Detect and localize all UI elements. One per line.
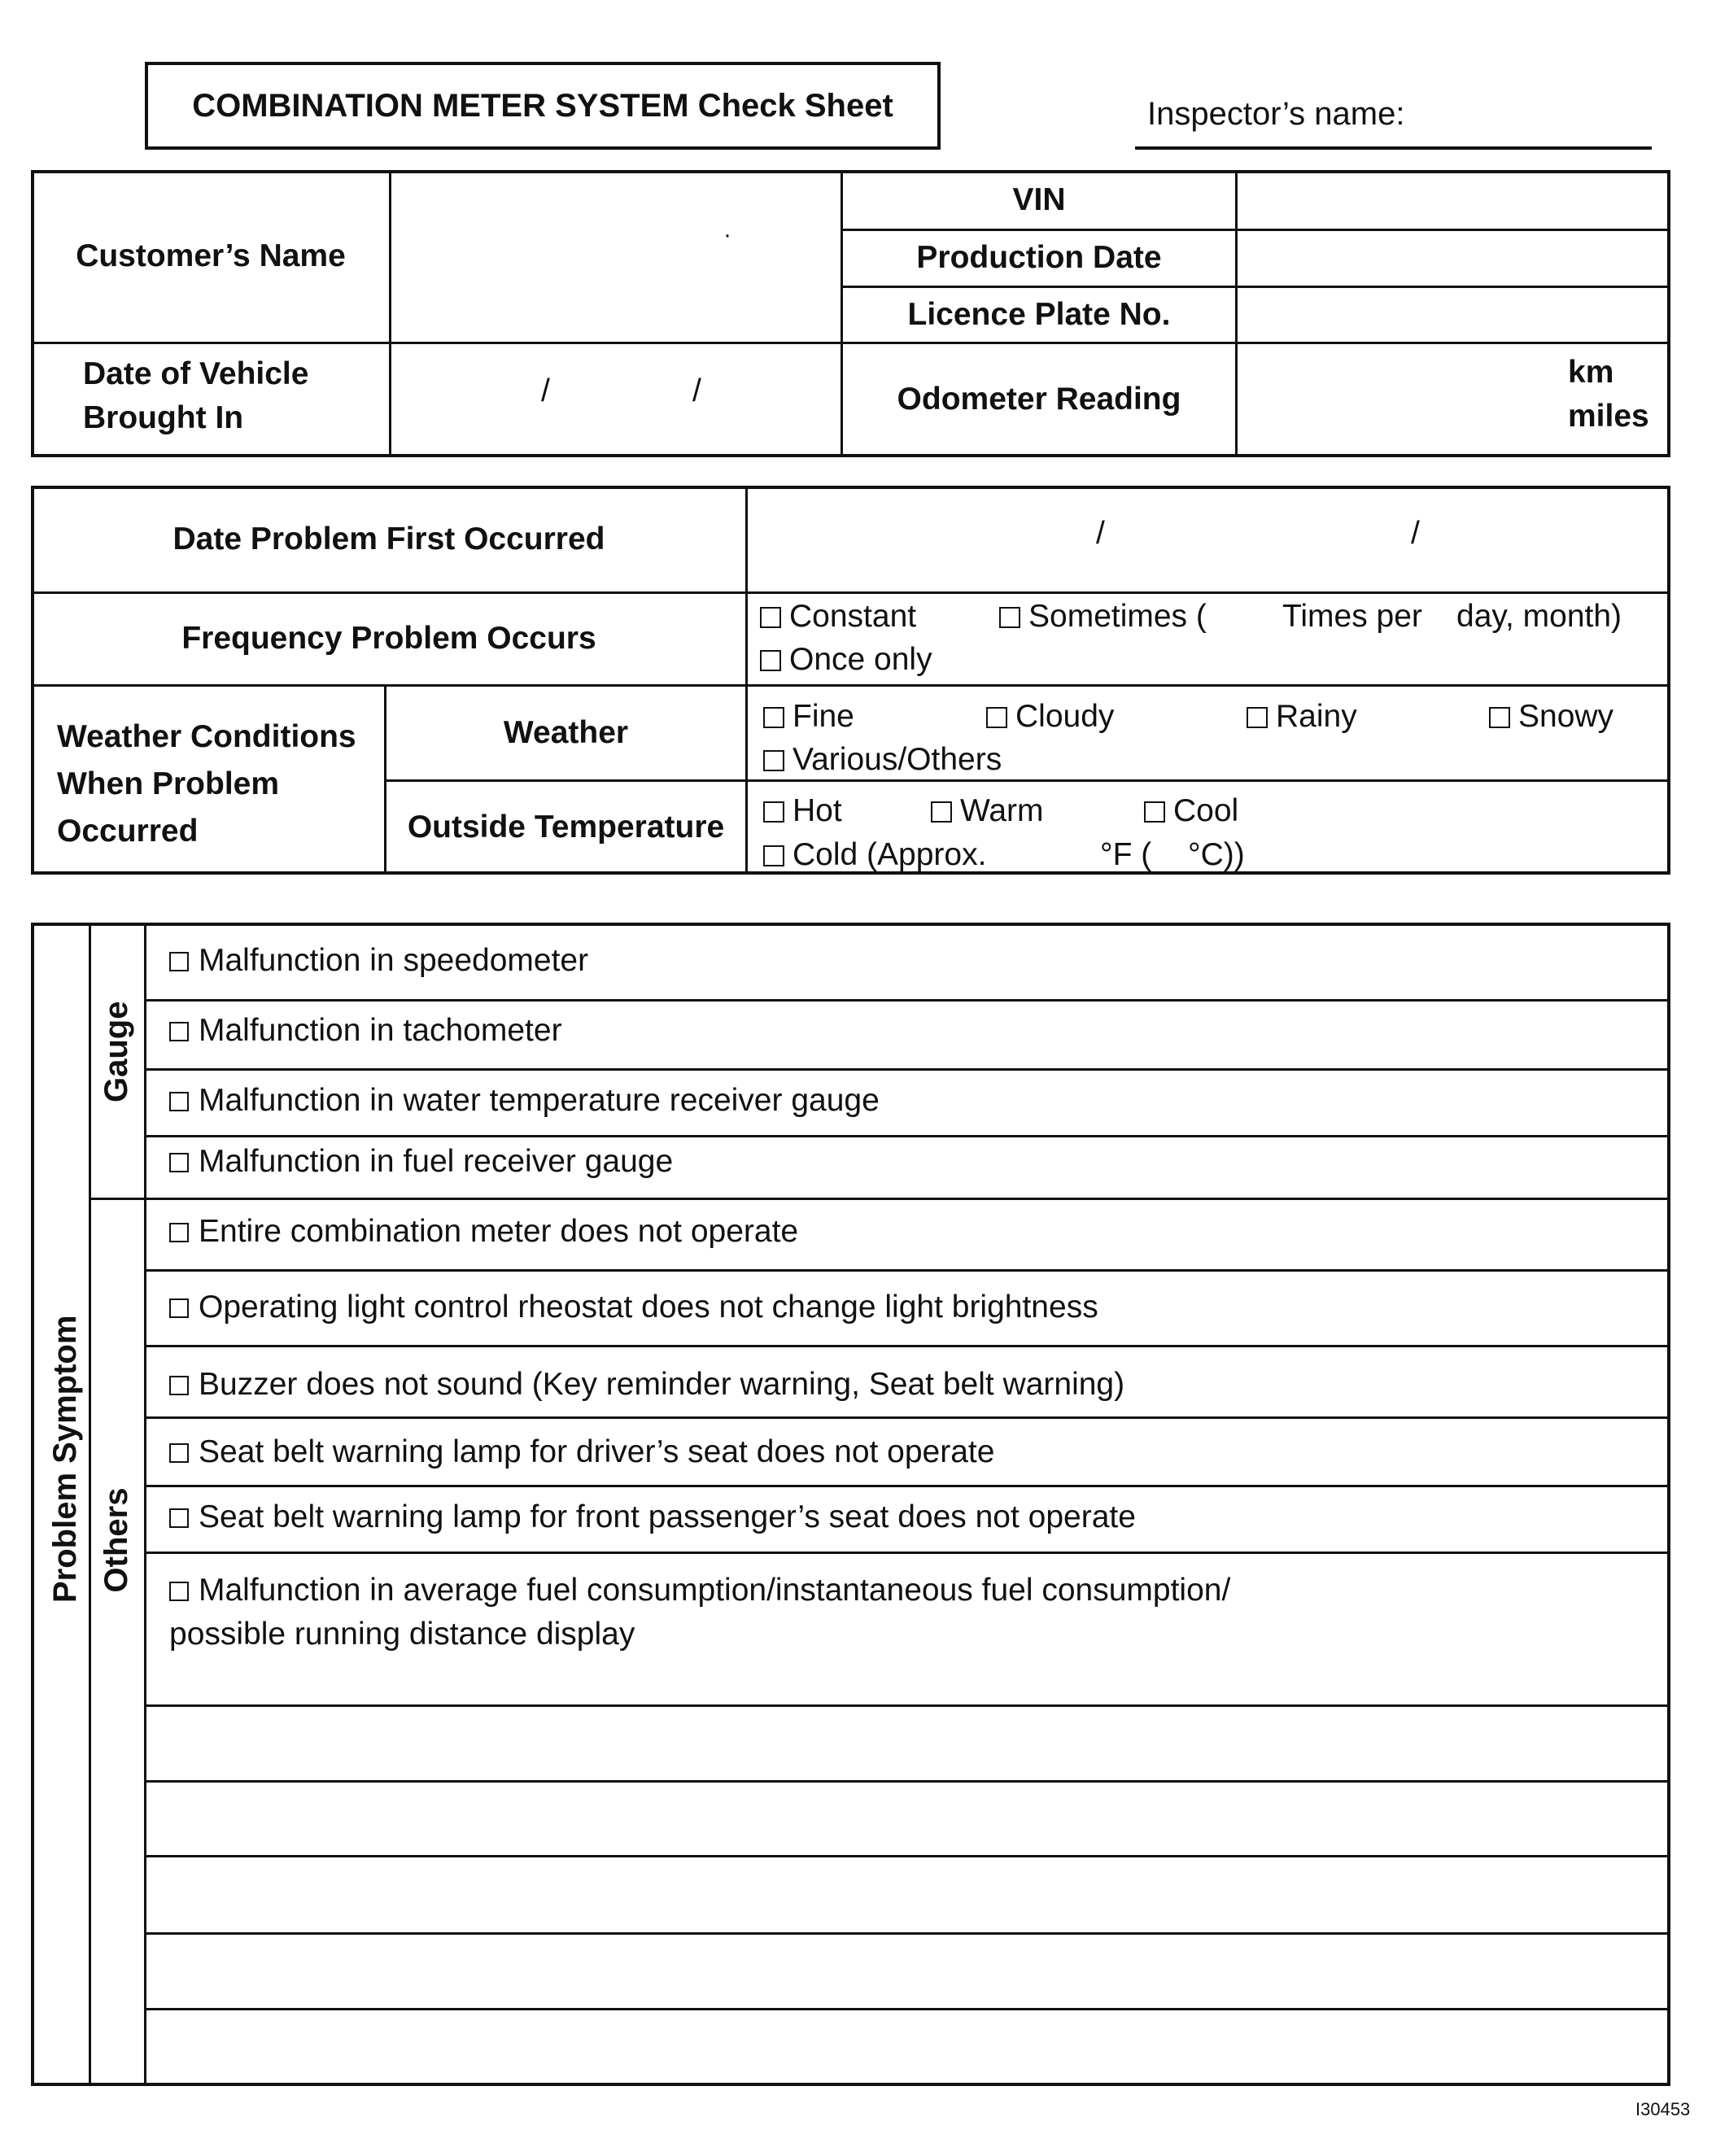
blank-row[interactable] xyxy=(146,1857,1669,1932)
date-separator: / xyxy=(692,373,701,408)
blank-row[interactable] xyxy=(146,1935,1669,2008)
customer-name-label: Customer’s Name xyxy=(76,238,346,274)
vin-label: VIN xyxy=(1012,181,1066,217)
weather-rainy-option[interactable]: Rainy xyxy=(1247,698,1357,736)
others-label: Others xyxy=(98,1487,134,1593)
unit-miles: miles xyxy=(1568,399,1649,434)
checkbox[interactable] xyxy=(169,1022,189,1041)
row-divider xyxy=(146,999,1669,1002)
problem-symptom-label: Problem Symptom xyxy=(47,1315,83,1603)
date-brought-in-field[interactable] xyxy=(391,344,841,456)
date-separator: / xyxy=(1096,516,1105,551)
symptom-item[interactable]: Malfunction in average fuel consumption/instantaneous fuel consumption/ possible running distance display xyxy=(169,1573,1231,1652)
symptom-item[interactable]: Entire combination meter does not operate xyxy=(169,1213,798,1251)
licence-plate-field[interactable] xyxy=(1238,288,1669,342)
checkbox[interactable] xyxy=(1489,707,1510,728)
checkbox[interactable] xyxy=(931,801,952,823)
symptom-item[interactable]: Malfunction in tachometer xyxy=(169,1012,562,1050)
symptom-item[interactable]: Seat belt warning lamp for driver’s seat does not operate xyxy=(169,1434,994,1472)
date-brought-in-label: Date of Vehicle Brought In xyxy=(83,356,309,435)
checkbox[interactable] xyxy=(1144,801,1165,823)
inspector-name-field[interactable] xyxy=(1135,146,1652,150)
production-date-label: Production Date xyxy=(916,240,1162,276)
weather-fine-option[interactable]: Fine xyxy=(763,698,854,736)
checkbox[interactable] xyxy=(999,607,1020,628)
licence-plate-label: Licence Plate No. xyxy=(907,296,1171,332)
frequency-label: Frequency Problem Occurs xyxy=(181,621,596,657)
title-box xyxy=(145,62,941,150)
figure-id: I30453 xyxy=(1635,2099,1691,2119)
freq-constant-option[interactable]: Constant xyxy=(760,598,916,636)
temp-hot-option[interactable]: Hot xyxy=(763,792,842,831)
checkbox[interactable] xyxy=(169,952,189,971)
odometer-label: Odometer Reading xyxy=(897,382,1181,417)
divider xyxy=(33,684,1669,687)
checkbox[interactable] xyxy=(169,1582,189,1601)
checkbox[interactable] xyxy=(1247,707,1268,728)
weather-cloudy-option[interactable]: Cloudy xyxy=(986,698,1114,736)
checkbox[interactable] xyxy=(169,1223,189,1242)
checkbox[interactable] xyxy=(169,1153,189,1172)
checkbox[interactable] xyxy=(763,707,784,728)
temp-warm-option[interactable]: Warm xyxy=(931,792,1044,831)
weather-snowy-option[interactable]: Snowy xyxy=(1489,698,1613,736)
weather-various-option[interactable]: Various/Others xyxy=(763,741,1002,779)
weather-group-label: Weather Conditions When Problem Occurred xyxy=(57,719,356,849)
blank-row[interactable] xyxy=(146,2010,1669,2084)
checkbox[interactable] xyxy=(169,1508,189,1528)
symptom-item[interactable]: Seat belt warning lamp for front passenger’s seat does not operate xyxy=(169,1499,1136,1537)
blank-row[interactable] xyxy=(146,1707,1669,1780)
checkbox[interactable] xyxy=(169,1092,189,1111)
freq-sometimes-option[interactable]: Sometimes ( xyxy=(999,598,1207,636)
divider xyxy=(89,924,91,2084)
customer-name-mark: · xyxy=(723,221,731,248)
temp-cool-option[interactable]: Cool xyxy=(1144,792,1238,831)
checkbox[interactable] xyxy=(763,750,784,771)
symptom-item[interactable]: Malfunction in fuel receiver gauge xyxy=(169,1143,673,1181)
row-divider xyxy=(146,1485,1669,1487)
symptom-item[interactable]: Operating light control rheostat does not change light brightness xyxy=(169,1289,1098,1327)
checkbox[interactable] xyxy=(986,707,1007,728)
temp-celsius-unit: °C)) xyxy=(1188,837,1245,872)
checkbox[interactable] xyxy=(760,650,781,671)
freq-day-month: day, month) xyxy=(1456,599,1622,634)
unit-km: km xyxy=(1568,355,1614,390)
outside-temp-label: Outside Temperature xyxy=(407,809,725,845)
divider xyxy=(91,1198,1669,1200)
row-divider xyxy=(146,1068,1669,1071)
page-title: COMBINATION METER SYSTEM Check Sheet xyxy=(192,87,893,124)
inspector-name-label: Inspector’s name: xyxy=(1147,96,1405,132)
checkbox[interactable] xyxy=(760,607,781,628)
gauge-label: Gauge xyxy=(98,1001,134,1102)
checkbox[interactable] xyxy=(169,1298,189,1318)
freq-times-per: Times per xyxy=(1282,599,1422,634)
temp-cold-option[interactable]: Cold (Approx. xyxy=(763,836,986,875)
date-separator: / xyxy=(541,373,550,408)
production-date-field[interactable] xyxy=(1238,231,1669,286)
first-occurred-field[interactable] xyxy=(748,487,1669,591)
checkbox[interactable] xyxy=(169,1443,189,1463)
freq-once-only-option[interactable]: Once only xyxy=(760,641,932,679)
weather-label: Weather xyxy=(503,714,629,750)
blank-row[interactable] xyxy=(146,1783,1669,1855)
checkbox[interactable] xyxy=(169,1376,189,1395)
odometer-field[interactable] xyxy=(1238,344,1669,456)
vin-field[interactable] xyxy=(1238,172,1669,229)
symptom-item[interactable]: Malfunction in water temperature receiver gauge xyxy=(169,1082,880,1120)
symptom-item[interactable]: Malfunction in speedometer xyxy=(169,942,588,980)
row-divider xyxy=(146,1416,1669,1419)
first-occurred-label: Date Problem First Occurred xyxy=(172,521,605,556)
date-separator: / xyxy=(1411,516,1420,551)
row-divider xyxy=(146,1269,1669,1272)
checkbox[interactable] xyxy=(763,801,784,823)
temp-fahrenheit-unit: °F ( xyxy=(1100,837,1152,872)
row-divider xyxy=(146,1552,1669,1554)
checkbox[interactable] xyxy=(763,845,784,866)
customer-name-field[interactable] xyxy=(391,172,841,342)
row-divider xyxy=(146,1345,1669,1347)
row-divider xyxy=(146,1135,1669,1137)
symptom-item[interactable]: Buzzer does not sound (Key reminder warning, Seat belt warning) xyxy=(169,1366,1124,1404)
